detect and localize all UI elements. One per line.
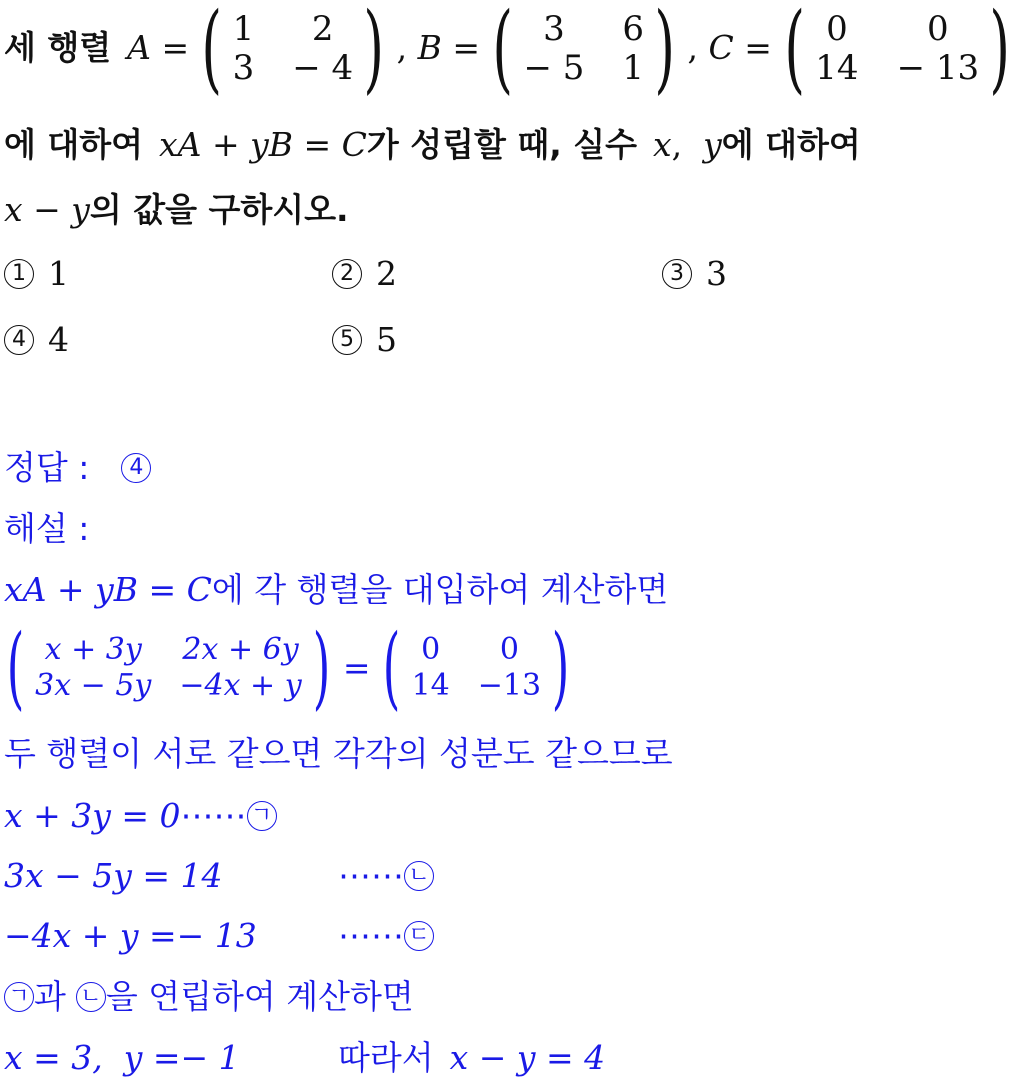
dots: ⋯⋯ <box>338 916 404 955</box>
choice-mark: 4 <box>4 325 34 355</box>
choice-value: 2 <box>376 254 397 293</box>
matrix-c-cell: 14 <box>815 47 859 88</box>
problem-text: 에 대하여 <box>721 125 861 164</box>
expression: x − y <box>4 190 90 229</box>
solution-label: 해설 : <box>4 509 90 548</box>
dots: ⋯⋯ <box>180 796 247 835</box>
solution-text: 을 연립하여 계산하면 <box>105 977 414 1016</box>
problem-line-2: 에 대하여 xA + yB = C 가 성립할 때, 실수 x , y 에 대하여 <box>4 125 861 164</box>
solution-step-3 <box>4 977 414 1017</box>
equation-mark: ㄱ <box>4 982 34 1012</box>
problem-text: 의 값을 구하시오. <box>89 190 349 229</box>
matrix-c: ( 0 0 14 − 13 ) <box>784 0 1011 104</box>
solution-step-1 <box>4 570 668 610</box>
matrix-equation: ( x + 3y 2x + 6y 3x − 5y −4x + y ) = ( 0 0 14 −13 ) <box>4 626 582 710</box>
matrix-b: ( 3 6 − 5 1 ) <box>492 0 676 104</box>
equation-mark: ㄴ <box>404 861 434 891</box>
solution-step-2 <box>4 734 673 774</box>
rhs-cell: 0 <box>421 632 441 667</box>
equation: xA + yB = C <box>159 125 367 164</box>
solution-text: 두 행렬이 서로 같으면 각각의 성분도 같으므로 <box>4 734 673 773</box>
matrix-a-cell: 3 <box>232 47 255 88</box>
choice-4[interactable] <box>4 320 69 360</box>
lhs-cell: 3x − 5y <box>35 668 152 703</box>
matrix-b-label: B <box>417 28 442 67</box>
result: x = 3, y =− 1 <box>4 1038 240 1077</box>
choice-1[interactable] <box>4 254 69 294</box>
equation-3 <box>4 916 434 956</box>
problem-line-3 <box>4 190 349 230</box>
rhs-cell: 14 <box>411 668 450 703</box>
matrix-a-cell: − 4 <box>292 47 354 88</box>
matrix-a-label: A <box>127 28 151 67</box>
rhs-cell: 0 <box>499 632 519 667</box>
equation-mark: ㄴ <box>76 982 106 1012</box>
conclusion-expression: x − y = 4 <box>449 1038 606 1077</box>
conclusion-text: 따라서 <box>338 1038 434 1077</box>
choice-value: 1 <box>48 254 69 293</box>
answer-line <box>4 448 151 488</box>
lhs-cell: x + 3y <box>44 632 142 667</box>
matrix-c-cell: 0 <box>826 8 848 49</box>
equation-1 <box>4 796 277 836</box>
matrix-c-label: C <box>708 28 734 67</box>
equation: 3x − 5y = 14 <box>4 856 223 895</box>
problem-text: 가 성립할 때, 실수 <box>366 125 638 164</box>
variable-y: y <box>703 125 722 164</box>
solution-text: 과 <box>34 977 66 1016</box>
matrix-a: ( 1 2 3 − 4 ) <box>201 0 385 104</box>
choice-mark: 3 <box>662 259 692 289</box>
choice-value: 5 <box>376 320 397 359</box>
equation-mark: ㄷ <box>404 921 434 951</box>
dots: ⋯⋯ <box>338 856 404 895</box>
problem-line-1: 세 행렬 A = ( 1 2 3 − 4 ) , B = ( 3 6 − 5 1 ) , C = ( 0 0 14 − 13 ) <box>4 6 1023 90</box>
lhs-cell: 2x + 6y <box>182 632 299 667</box>
equation: xA + yB = C <box>4 570 212 609</box>
variable-x: x <box>653 125 672 164</box>
choice-2[interactable] <box>332 254 397 294</box>
matrix-b-cell: 6 <box>622 8 645 49</box>
choice-mark: 5 <box>332 325 362 355</box>
choice-value: 4 <box>48 320 69 359</box>
answer-label: 정답 : <box>4 448 90 487</box>
choice-5[interactable] <box>332 320 397 360</box>
matrix-b-cell: 1 <box>622 47 645 88</box>
problem-intro: 세 행렬 <box>4 28 112 67</box>
problem-text: 에 대하여 <box>4 125 144 164</box>
lhs-matrix: ( x + 3y 2x + 6y 3x − 5y −4x + y ) <box>6 615 331 720</box>
rhs-cell: −13 <box>477 668 542 703</box>
rhs-matrix: ( 0 0 14 −13 ) <box>383 615 570 720</box>
choice-3[interactable] <box>662 254 727 294</box>
equation: −4x + y =− 13 <box>4 916 257 955</box>
equation-2 <box>4 856 434 896</box>
matrix-c-cell: 0 <box>927 8 949 49</box>
solution-text: 에 각 행렬을 대입하여 계산하면 <box>211 570 669 609</box>
solution-label-line <box>4 509 89 549</box>
matrix-a-cell: 1 <box>232 8 255 49</box>
answer-mark: 4 <box>121 453 151 483</box>
matrix-c-cell: − 13 <box>896 47 980 88</box>
lhs-cell: −4x + y <box>179 668 302 703</box>
matrix-b-cell: − 5 <box>523 47 585 88</box>
choice-value: 3 <box>706 254 727 293</box>
solution-result <box>4 1038 605 1078</box>
choice-mark: 2 <box>332 259 362 289</box>
matrix-a-cell: 2 <box>311 8 334 49</box>
matrix-b-cell: 3 <box>543 8 565 49</box>
equation-mark: ㄱ <box>247 801 277 831</box>
choice-mark: 1 <box>4 259 34 289</box>
equation: x + 3y = 0 <box>4 796 181 835</box>
